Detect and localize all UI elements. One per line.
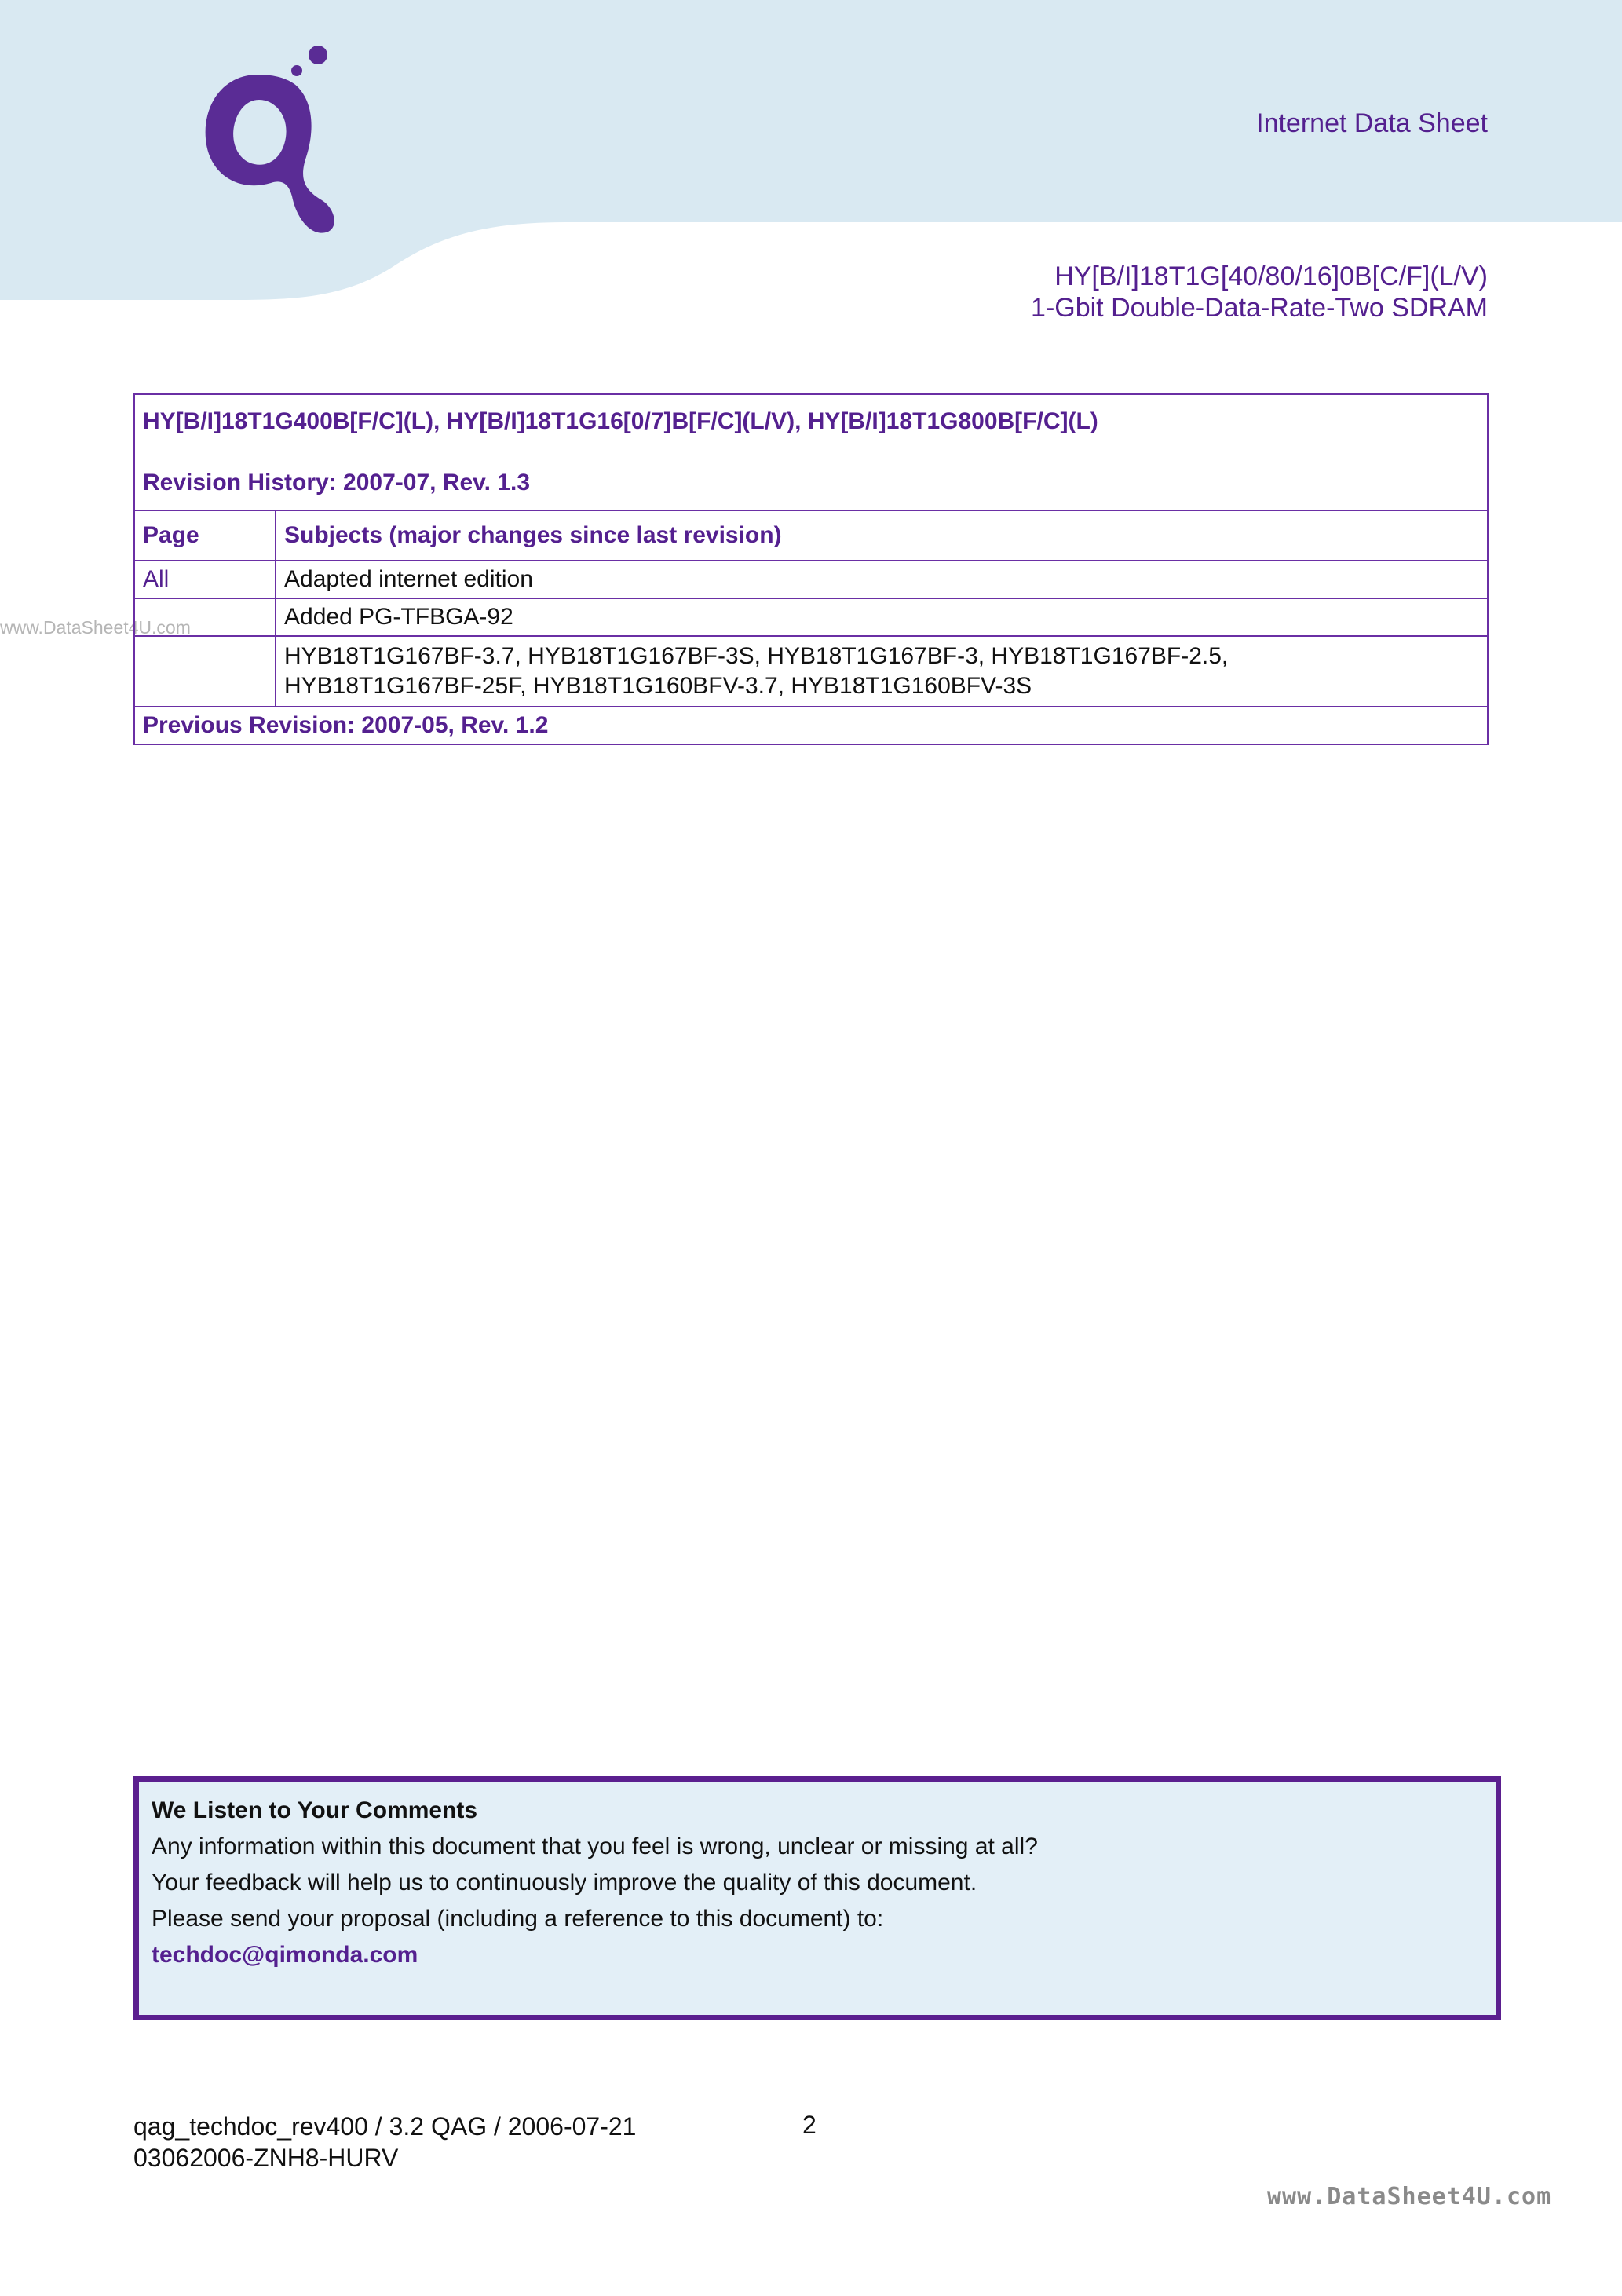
feedback-line: Please send your proposal (including a reference to this document) to: [152,1906,884,1932]
feedback-line: Your feedback will help us to continuously improve the quality of this document. [152,1870,977,1896]
page-cell [134,598,276,636]
feedback-box [133,1776,1501,2020]
feedback-line: Any information within this document that you feel is wrong, unclear or missing at all? [152,1834,1038,1859]
feedback-email-link[interactable]: techdoc@qimonda.com [152,1942,418,1968]
column-header-subjects: Subjects (major changes since last revision) [276,510,1488,561]
page-cell [134,636,276,707]
subject-cell [276,636,1488,707]
subject-cell: Adapted internet edition [276,561,1488,598]
watermark-link-left[interactable]: www.DataSheet4U.com [0,617,191,638]
page-cell: All [134,561,276,598]
qimonda-q-logo-icon [196,43,338,239]
document-type-label: Internet Data Sheet [1256,108,1488,138]
feedback-title: We Listen to Your Comments [152,1797,478,1823]
footer-doc-code: 03062006-ZNH8-HURV [133,2144,399,2172]
table-title-row [134,394,1488,510]
page-number: 2 [802,2111,816,2139]
subject-line: HYB18T1G167BF-25F, HYB18T1G160BFV-3.7, HYB18T1G160BFV-3S [284,673,1032,699]
product-description: 1-Gbit Double-Data-Rate-Two SDRAM [1031,293,1488,323]
table-title-cell [134,394,1488,510]
column-header-page: Page [134,510,276,561]
table-header-row [134,510,1488,561]
revision-history-table [133,393,1489,745]
header-titles [1031,261,1488,324]
part-numbers: HY[B/I]18T1G400B[F/C](L), HY[B/I]18T1G16[0/7]B[F/C](L/V), HY[B/I]18T1G800B[F/C](L) [143,408,1098,434]
footer-doc-info [133,2111,636,2174]
table-row [134,598,1488,636]
subject-line: HYB18T1G167BF-3.7, HYB18T1G167BF-3S, HYB18T1G167BF-3, HYB18T1G167BF-2.5, [284,643,1229,669]
subject-cell: Added PG-TFBGA-92 [276,598,1488,636]
revision-history-label: Revision History: 2007-07, Rev. 1.3 [143,470,531,495]
watermark-link-right[interactable]: www.DataSheet4U.com [1267,2183,1552,2210]
table-row [134,636,1488,707]
footer-doc-id: qag_techdoc_rev400 / 3.2 QAG / 2006-07-21 [133,2112,637,2141]
table-footer-row [134,707,1488,744]
table-row [134,561,1488,598]
part-family-title: HY[B/I]18T1G[40/80/16]0B[C/F](L/V) [1054,261,1488,291]
previous-revision-label: Previous Revision: 2007-05, Rev. 1.2 [134,707,1488,744]
